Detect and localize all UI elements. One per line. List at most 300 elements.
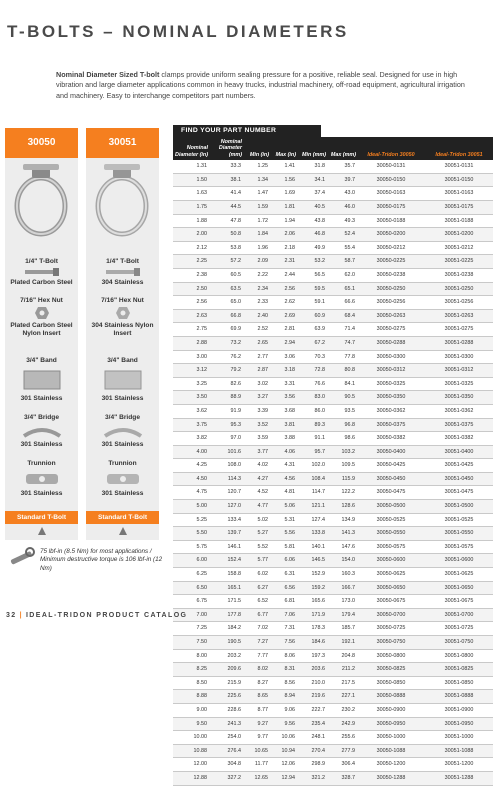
band-icon xyxy=(103,367,143,393)
table-row xyxy=(173,160,493,173)
spec-bolt-label: 1/4" T-Bolt xyxy=(25,258,58,265)
table-cell: 66.8 xyxy=(209,309,243,323)
table-cell: 30050-0238 xyxy=(357,268,425,282)
table-cell: 30051-0200 xyxy=(425,228,493,242)
table-cell: 10.65 xyxy=(243,744,270,758)
table-cell: 270.4 xyxy=(297,744,327,758)
column-header: Min (in) xyxy=(243,137,270,160)
column-header: Nominal Diameter (mm) xyxy=(209,137,243,160)
table-cell: 9.00 xyxy=(173,703,209,717)
spec-nut-material: Plated Carbon Steel Nylon Insert xyxy=(10,322,73,337)
table-cell: 2.52 xyxy=(243,323,270,337)
table-cell: 76.2 xyxy=(209,350,243,364)
table-cell: 8.88 xyxy=(173,690,209,704)
table-cell: 3.39 xyxy=(243,404,270,418)
table-cell: 7.56 xyxy=(270,636,297,650)
table-cell: 30050-1000 xyxy=(357,731,425,745)
table-cell: 30051-0175 xyxy=(425,201,493,215)
table-cell: 2.69 xyxy=(270,309,297,323)
table-cell: 6.25 xyxy=(173,568,209,582)
table-cell: 12.65 xyxy=(243,771,270,785)
table-cell: 3.02 xyxy=(243,377,270,391)
table-cell: 3.56 xyxy=(270,391,297,405)
table-cell: 30050-0300 xyxy=(357,350,425,364)
table-cell: 2.62 xyxy=(270,296,297,310)
table-row xyxy=(173,296,493,310)
table-cell: 152.4 xyxy=(209,554,243,568)
table-cell: 30051-0382 xyxy=(425,432,493,446)
torque-wrench-icon xyxy=(8,544,36,570)
table-cell: 89.3 xyxy=(297,418,327,432)
table-cell: 5.50 xyxy=(173,527,209,541)
table-row xyxy=(173,173,493,187)
table-cell: 1.34 xyxy=(243,173,270,187)
table-row xyxy=(173,391,493,405)
table-cell: 30051-0238 xyxy=(425,268,493,282)
table-cell: 83.0 xyxy=(297,391,327,405)
table-cell: 6.00 xyxy=(173,554,209,568)
table-cell: 108.4 xyxy=(297,472,327,486)
table-cell: 2.50 xyxy=(173,282,209,296)
spec-nut-label: 7/16" Hex Nut xyxy=(101,297,144,304)
table-cell: 2.31 xyxy=(270,255,297,269)
table-cell: 1.31 xyxy=(173,160,209,173)
table-cell: 84.1 xyxy=(327,377,357,391)
table-cell: 222.7 xyxy=(297,703,327,717)
table-cell: 3.18 xyxy=(270,364,297,378)
table-cell: 30050-0700 xyxy=(357,608,425,622)
table-cell: 37.4 xyxy=(297,187,327,201)
table-cell: 219.6 xyxy=(297,690,327,704)
table-cell: 97.0 xyxy=(209,432,243,446)
table-cell: 321.2 xyxy=(297,771,327,785)
table-cell: 49.3 xyxy=(327,214,357,228)
table-row xyxy=(173,282,493,296)
band-icon xyxy=(22,367,62,393)
table-cell: 128.6 xyxy=(327,500,357,514)
table-cell: 6.31 xyxy=(270,568,297,582)
table-cell: 2.00 xyxy=(173,228,209,242)
spec-band-label: 3/4" Band xyxy=(26,357,57,364)
table-cell: 5.27 xyxy=(243,527,270,541)
table-row xyxy=(173,676,493,690)
hex-nut-icon xyxy=(116,307,130,319)
table-cell: 178.3 xyxy=(297,622,327,636)
table-cell: 9.77 xyxy=(243,731,270,745)
column-header: Min (mm) xyxy=(297,137,327,160)
table-cell: 2.09 xyxy=(243,255,270,269)
table-cell: 3.31 xyxy=(270,377,297,391)
table-cell: 30050-1088 xyxy=(357,744,425,758)
table-cell: 328.7 xyxy=(327,771,357,785)
table-cell: 3.68 xyxy=(270,404,297,418)
table-cell: 96.8 xyxy=(327,418,357,432)
table-row xyxy=(173,663,493,677)
table-cell: 6.06 xyxy=(270,554,297,568)
table-cell: 30050-0500 xyxy=(357,500,425,514)
table-cell: 10.88 xyxy=(173,744,209,758)
table-cell: 6.50 xyxy=(173,581,209,595)
table-cell: 2.40 xyxy=(243,309,270,323)
footer-separator: | xyxy=(19,612,23,619)
table-cell: 225.6 xyxy=(209,690,243,704)
table-cell: 242.9 xyxy=(327,717,357,731)
table-cell: 30050-0350 xyxy=(357,391,425,405)
table-row xyxy=(173,323,493,337)
table-cell: 30051-0300 xyxy=(425,350,493,364)
table-cell: 2.77 xyxy=(243,350,270,364)
table-cell: 1.81 xyxy=(270,201,297,215)
table-cell: 46.8 xyxy=(297,228,327,242)
table-cell: 30051-0888 xyxy=(425,690,493,704)
spec-bolt-material: Plated Carbon Steel xyxy=(10,279,73,286)
table-cell: 8.27 xyxy=(243,676,270,690)
table-cell: 30051-0800 xyxy=(425,649,493,663)
warning-icon xyxy=(119,527,127,535)
table-cell: 2.34 xyxy=(243,282,270,296)
table-cell: 2.56 xyxy=(173,296,209,310)
spec-band-material: 301 Stainless xyxy=(20,395,63,402)
table-cell: 65.1 xyxy=(327,282,357,296)
table-cell: 30051-0675 xyxy=(425,595,493,609)
table-cell: 109.5 xyxy=(327,459,357,473)
table-cell: 30051-0150 xyxy=(425,173,493,187)
series-code-header: 30050 xyxy=(5,128,78,158)
table-cell: 134.9 xyxy=(327,513,357,527)
table-cell: 30051-0425 xyxy=(425,459,493,473)
table-cell: 9.06 xyxy=(270,703,297,717)
table-cell: 255.6 xyxy=(327,731,357,745)
table-cell: 2.12 xyxy=(173,241,209,255)
table-cell: 62.0 xyxy=(327,268,357,282)
table-cell: 63.9 xyxy=(297,323,327,337)
trunnion-icon xyxy=(22,470,62,488)
table-row xyxy=(173,418,493,432)
table-cell: 3.82 xyxy=(173,432,209,446)
table-row xyxy=(173,690,493,704)
table-cell: 171.9 xyxy=(297,608,327,622)
table-cell: 30050-0288 xyxy=(357,336,425,350)
table-cell: 30050-0212 xyxy=(357,241,425,255)
bridge-icon xyxy=(103,424,143,438)
table-cell: 30051-1088 xyxy=(425,744,493,758)
table-cell: 177.8 xyxy=(209,608,243,622)
table-cell: 30051-0850 xyxy=(425,676,493,690)
spec-bridge-material: 301 Stainless xyxy=(101,441,144,448)
table-cell: 57.2 xyxy=(209,255,243,269)
table-row xyxy=(173,377,493,391)
table-cell: 60.9 xyxy=(297,309,327,323)
table-cell: 1.47 xyxy=(243,187,270,201)
table-cell: 4.06 xyxy=(270,445,297,459)
table-cell: 4.56 xyxy=(270,472,297,486)
table-cell: 3.00 xyxy=(173,350,209,364)
table-cell: 12.88 xyxy=(173,771,209,785)
table-cell: 30050-0650 xyxy=(357,581,425,595)
page-title: T-BOLTS – NOMINAL DIAMETERS xyxy=(7,22,349,41)
table-cell: 2.75 xyxy=(173,323,209,337)
table-cell: 79.2 xyxy=(209,364,243,378)
table-row xyxy=(173,513,493,527)
table-cell: 197.3 xyxy=(297,649,327,663)
spec-trunnion-label: Trunnion xyxy=(27,460,56,467)
table-cell: 86.0 xyxy=(297,404,327,418)
table-cell: 204.8 xyxy=(327,649,357,663)
table-cell: 30051-0212 xyxy=(425,241,493,255)
table-cell: 248.1 xyxy=(297,731,327,745)
table-cell: 121.1 xyxy=(297,500,327,514)
table-cell: 5.81 xyxy=(270,540,297,554)
standard-tbolt-label: Standard T-Bolt xyxy=(86,511,159,524)
table-cell: 184.6 xyxy=(297,636,327,650)
table-cell: 7.27 xyxy=(243,636,270,650)
table-cell: 35.7 xyxy=(327,160,357,173)
table-row xyxy=(173,703,493,717)
table-cell: 30051-0188 xyxy=(425,214,493,228)
spec-bridge-label: 3/4" Bridge xyxy=(23,414,59,421)
table-cell: 39.7 xyxy=(327,173,357,187)
table-cell: 71.4 xyxy=(327,323,357,337)
table-cell: 40.5 xyxy=(297,201,327,215)
table-cell: 90.5 xyxy=(327,391,357,405)
table-cell: 6.52 xyxy=(243,595,270,609)
table-row xyxy=(173,187,493,201)
table-cell: 4.52 xyxy=(243,486,270,500)
table-cell: 30051-0312 xyxy=(425,364,493,378)
table-cell: 30050-0275 xyxy=(357,323,425,337)
table-cell: 30050-0225 xyxy=(357,255,425,269)
table-cell: 41.4 xyxy=(209,187,243,201)
table-cell: 30050-0312 xyxy=(357,364,425,378)
table-cell: 30051-0256 xyxy=(425,296,493,310)
part-number-heading: FIND YOUR PART NUMBER xyxy=(173,125,321,137)
table-cell: 304.8 xyxy=(209,758,243,772)
table-cell: 3.27 xyxy=(243,391,270,405)
table-cell: 254.0 xyxy=(209,731,243,745)
table-cell: 59.5 xyxy=(297,282,327,296)
table-cell: 6.81 xyxy=(270,595,297,609)
table-cell: 43.0 xyxy=(327,187,357,201)
table-cell: 2.44 xyxy=(270,268,297,282)
table-cell: 30051-0275 xyxy=(425,323,493,337)
spec-nut-label: 7/16" Hex Nut xyxy=(20,297,63,304)
table-cell: 8.56 xyxy=(270,676,297,690)
table-row xyxy=(173,581,493,595)
table-cell: 2.06 xyxy=(270,228,297,242)
table-cell: 80.8 xyxy=(327,364,357,378)
table-cell: 8.50 xyxy=(173,676,209,690)
table-cell: 2.63 xyxy=(173,309,209,323)
table-cell: 102.0 xyxy=(297,459,327,473)
table-cell: 4.27 xyxy=(243,472,270,486)
table-cell: 3.59 xyxy=(243,432,270,446)
column-header: Nominal Diameter (in) xyxy=(173,137,209,160)
table-cell: 158.8 xyxy=(209,568,243,582)
table-cell: 74.7 xyxy=(327,336,357,350)
table-row xyxy=(173,568,493,582)
table-cell: 63.5 xyxy=(209,282,243,296)
table-cell: 227.1 xyxy=(327,690,357,704)
table-row xyxy=(173,500,493,514)
table-header-row xyxy=(173,137,493,160)
table-cell: 2.94 xyxy=(270,336,297,350)
table-cell: 159.2 xyxy=(297,581,327,595)
table-cell: 30050-0950 xyxy=(357,717,425,731)
table-cell: 30050-0900 xyxy=(357,703,425,717)
table-cell: 68.4 xyxy=(327,309,357,323)
spec-band-label: 3/4" Band xyxy=(107,357,138,364)
table-cell: 82.6 xyxy=(209,377,243,391)
trunnion-icon xyxy=(103,470,143,488)
table-cell: 30050-1200 xyxy=(357,758,425,772)
table-cell: 88.9 xyxy=(209,391,243,405)
table-cell: 46.0 xyxy=(327,201,357,215)
table-cell: 3.88 xyxy=(270,432,297,446)
column-header: Max (mm) xyxy=(327,137,357,160)
table-row xyxy=(173,649,493,663)
table-cell: 30050-0200 xyxy=(357,228,425,242)
table-cell: 1.25 xyxy=(243,160,270,173)
table-cell: 60.5 xyxy=(209,268,243,282)
table-cell: 65.0 xyxy=(209,296,243,310)
table-cell: 30050-0325 xyxy=(357,377,425,391)
table-cell: 30051-0131 xyxy=(425,160,493,173)
table-cell: 1.94 xyxy=(270,214,297,228)
table-cell: 3.50 xyxy=(173,391,209,405)
table-row xyxy=(173,771,493,785)
table-cell: 2.33 xyxy=(243,296,270,310)
table-cell: 72.8 xyxy=(297,364,327,378)
table-cell: 73.2 xyxy=(209,336,243,350)
part-number-table xyxy=(173,137,493,786)
spec-bridge-material: 301 Stainless xyxy=(20,441,63,448)
table-cell: 179.4 xyxy=(327,608,357,622)
table-cell: 165.6 xyxy=(297,595,327,609)
table-row xyxy=(173,255,493,269)
table-cell: 140.1 xyxy=(297,540,327,554)
table-cell: 108.0 xyxy=(209,459,243,473)
table-cell: 141.3 xyxy=(327,527,357,541)
table-cell: 30050-1288 xyxy=(357,771,425,785)
table-cell: 8.94 xyxy=(270,690,297,704)
table-cell: 1.84 xyxy=(243,228,270,242)
table-cell: 34.1 xyxy=(297,173,327,187)
table-cell: 127.0 xyxy=(209,500,243,514)
table-cell: 30051-0550 xyxy=(425,527,493,541)
table-cell: 66.6 xyxy=(327,296,357,310)
table-cell: 10.06 xyxy=(270,731,297,745)
table-cell: 1.88 xyxy=(173,214,209,228)
table-cell: 30051-0350 xyxy=(425,391,493,405)
table-cell: 43.8 xyxy=(297,214,327,228)
table-cell: 5.25 xyxy=(173,513,209,527)
intro-text: clamps provide uniform sealing pressure for a positive, reliable seal. Designed for use in high vibration and large diameter applications common in heavy trucks, industrial machinery, off-road equipment, agricultural irrigation and machinery. Easy to interchange competitors part numbers. xyxy=(56,70,465,100)
series-column-30051 xyxy=(86,128,159,540)
table-body xyxy=(173,160,493,785)
table-cell: 1.50 xyxy=(173,173,209,187)
table-cell: 30051-0400 xyxy=(425,445,493,459)
table-cell: 5.00 xyxy=(173,500,209,514)
table-cell: 4.31 xyxy=(270,459,297,473)
table-cell: 30051-0600 xyxy=(425,554,493,568)
table-cell: 4.00 xyxy=(173,445,209,459)
hex-nut-icon xyxy=(35,307,49,319)
table-row xyxy=(173,554,493,568)
table-cell: 3.62 xyxy=(173,404,209,418)
table-cell: 30050-0600 xyxy=(357,554,425,568)
table-row xyxy=(173,527,493,541)
table-cell: 2.25 xyxy=(173,255,209,269)
column-header: Ideal-Tridon 30051 xyxy=(425,137,493,160)
table-cell: 55.4 xyxy=(327,241,357,255)
table-cell: 7.31 xyxy=(270,622,297,636)
table-cell: 53.8 xyxy=(209,241,243,255)
table-cell: 12.94 xyxy=(270,771,297,785)
bolt-icon xyxy=(25,268,59,276)
table-cell: 30050-0163 xyxy=(357,187,425,201)
table-cell: 6.56 xyxy=(270,581,297,595)
table-cell: 114.3 xyxy=(209,472,243,486)
table-cell: 210.0 xyxy=(297,676,327,690)
table-cell: 298.9 xyxy=(297,758,327,772)
page-number: 32 xyxy=(6,612,17,619)
table-cell: 7.25 xyxy=(173,622,209,636)
table-cell: 1.96 xyxy=(243,241,270,255)
table-cell: 1.69 xyxy=(270,187,297,201)
table-cell: 44.5 xyxy=(209,201,243,215)
table-cell: 30050-0675 xyxy=(357,595,425,609)
table-row xyxy=(173,595,493,609)
spec-trunnion-material: 301 Stainless xyxy=(101,490,144,497)
table-cell: 5.52 xyxy=(243,540,270,554)
table-cell: 91.9 xyxy=(209,404,243,418)
table-cell: 173.0 xyxy=(327,595,357,609)
table-cell: 6.77 xyxy=(243,608,270,622)
table-cell: 2.65 xyxy=(243,336,270,350)
table-cell: 5.06 xyxy=(270,500,297,514)
table-cell: 30051-0625 xyxy=(425,568,493,582)
table-cell: 30051-1288 xyxy=(425,771,493,785)
table-cell: 58.7 xyxy=(327,255,357,269)
table-cell: 30050-0888 xyxy=(357,690,425,704)
table-cell: 30050-0750 xyxy=(357,636,425,650)
table-cell: 8.25 xyxy=(173,663,209,677)
table-cell: 2.56 xyxy=(270,282,297,296)
table-cell: 76.6 xyxy=(297,377,327,391)
table-cell: 30050-0400 xyxy=(357,445,425,459)
table-cell: 122.2 xyxy=(327,486,357,500)
table-cell: 3.81 xyxy=(270,418,297,432)
table-cell: 4.75 xyxy=(173,486,209,500)
table-cell: 133.8 xyxy=(297,527,327,541)
catalog-name: IDEAL-TRIDON PRODUCT CATALOG xyxy=(25,612,188,619)
table-row xyxy=(173,731,493,745)
table-cell: 1.41 xyxy=(270,160,297,173)
table-cell: 30050-0263 xyxy=(357,309,425,323)
table-row xyxy=(173,241,493,255)
bolt-icon xyxy=(106,268,140,276)
table-row xyxy=(173,622,493,636)
table-cell: 30050-0131 xyxy=(357,160,425,173)
intro-bold: Nominal Diameter Sized T-bolt xyxy=(56,70,160,79)
table-cell: 49.9 xyxy=(297,241,327,255)
table-cell: 30050-0250 xyxy=(357,282,425,296)
table-cell: 166.7 xyxy=(327,581,357,595)
table-cell: 209.6 xyxy=(209,663,243,677)
table-cell: 77.8 xyxy=(327,350,357,364)
table-cell: 7.50 xyxy=(173,636,209,650)
table-cell: 30051-0263 xyxy=(425,309,493,323)
